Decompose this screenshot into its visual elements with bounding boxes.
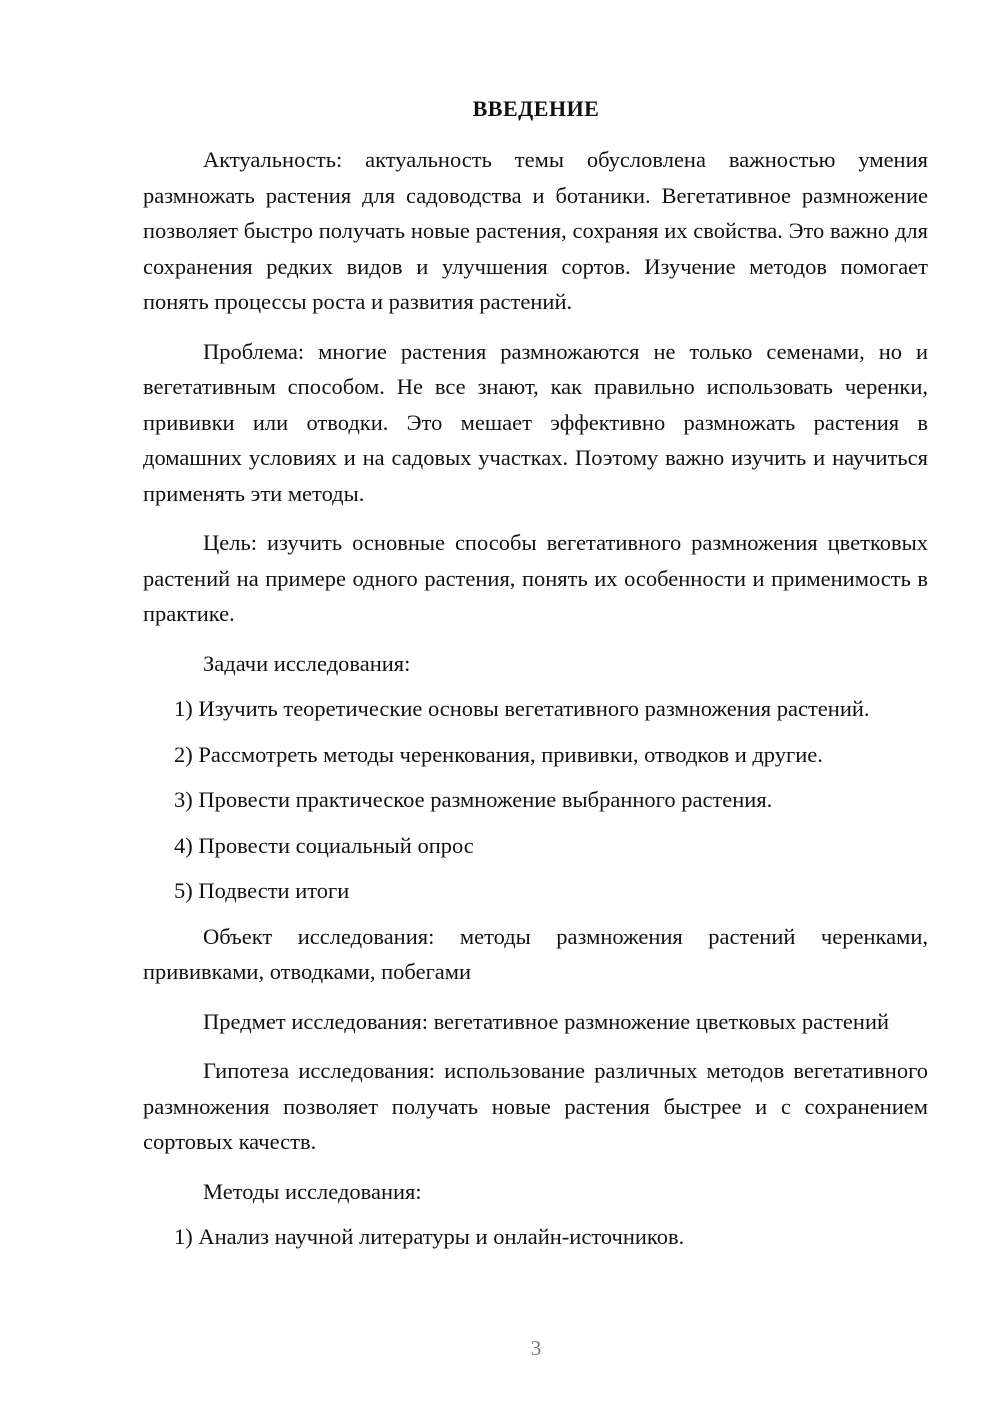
subject-paragraph: Предмет исследования: вегетативное размножение цветковых растений	[203, 1008, 890, 1034]
task-item-1: 1) Изучить теоретические основы вегетативного размножения растений.	[174, 696, 870, 721]
object-paragraph: Объект исследования: методы размножения растений черенками, прививками, отводками, побегами	[143, 923, 928, 984]
goal-paragraph: Цель: изучить основные способы вегетативного размножения цветковых растений на примере одного растения, понять их особенности и применимость в практике.	[143, 530, 928, 626]
hypothesis-paragraph: Гипотеза исследования: использование различных методов вегетативного размножения позволяет получать новые растения быстрее и с сохранением сортовых качеств.	[143, 1058, 928, 1154]
task-item-4: 4) Провести социальный опрос	[174, 832, 474, 858]
page-body	[143, 142, 928, 1265]
task-item-2: 2) Рассмотреть методы черенкования, прививки, отводков и другие.	[174, 741, 823, 767]
task-item-3: 3) Провести практическое размножение выбранного растения.	[174, 787, 773, 812]
page-title: ВВЕДЕНИЕ	[472, 96, 600, 121]
task-item-5: 5) Подвести итоги	[174, 878, 350, 903]
method-item-1: 1) Анализ научной литературы и онлайн-источников.	[174, 1224, 685, 1249]
page-number: 3	[530, 1336, 542, 1360]
problem-paragraph: Проблема: многие растения размножаются не только семенами, но и вегетативным способом. Не все знают, как правильно использовать черенки, прививки или отводки. Это мешает эффективно размножать растения в домашних условиях и на садовых участках. Поэтому важно изучить и научиться применять эти методы.	[143, 338, 928, 506]
relevance-paragraph: Актуальность: актуальность темы обусловлена важностью умения размножать растения для садоводства и ботаники. Вегетативное размножение позволяет быстро получать новые растения, сохраняя их свойства. Это важно для сохранения редких видов и улучшения сортов. Изучение методов помогает понять процессы роста и развития растений.	[143, 147, 928, 314]
methods-heading: Методы исследования:	[203, 1178, 422, 1204]
tasks-heading: Задачи исследования:	[203, 650, 411, 676]
